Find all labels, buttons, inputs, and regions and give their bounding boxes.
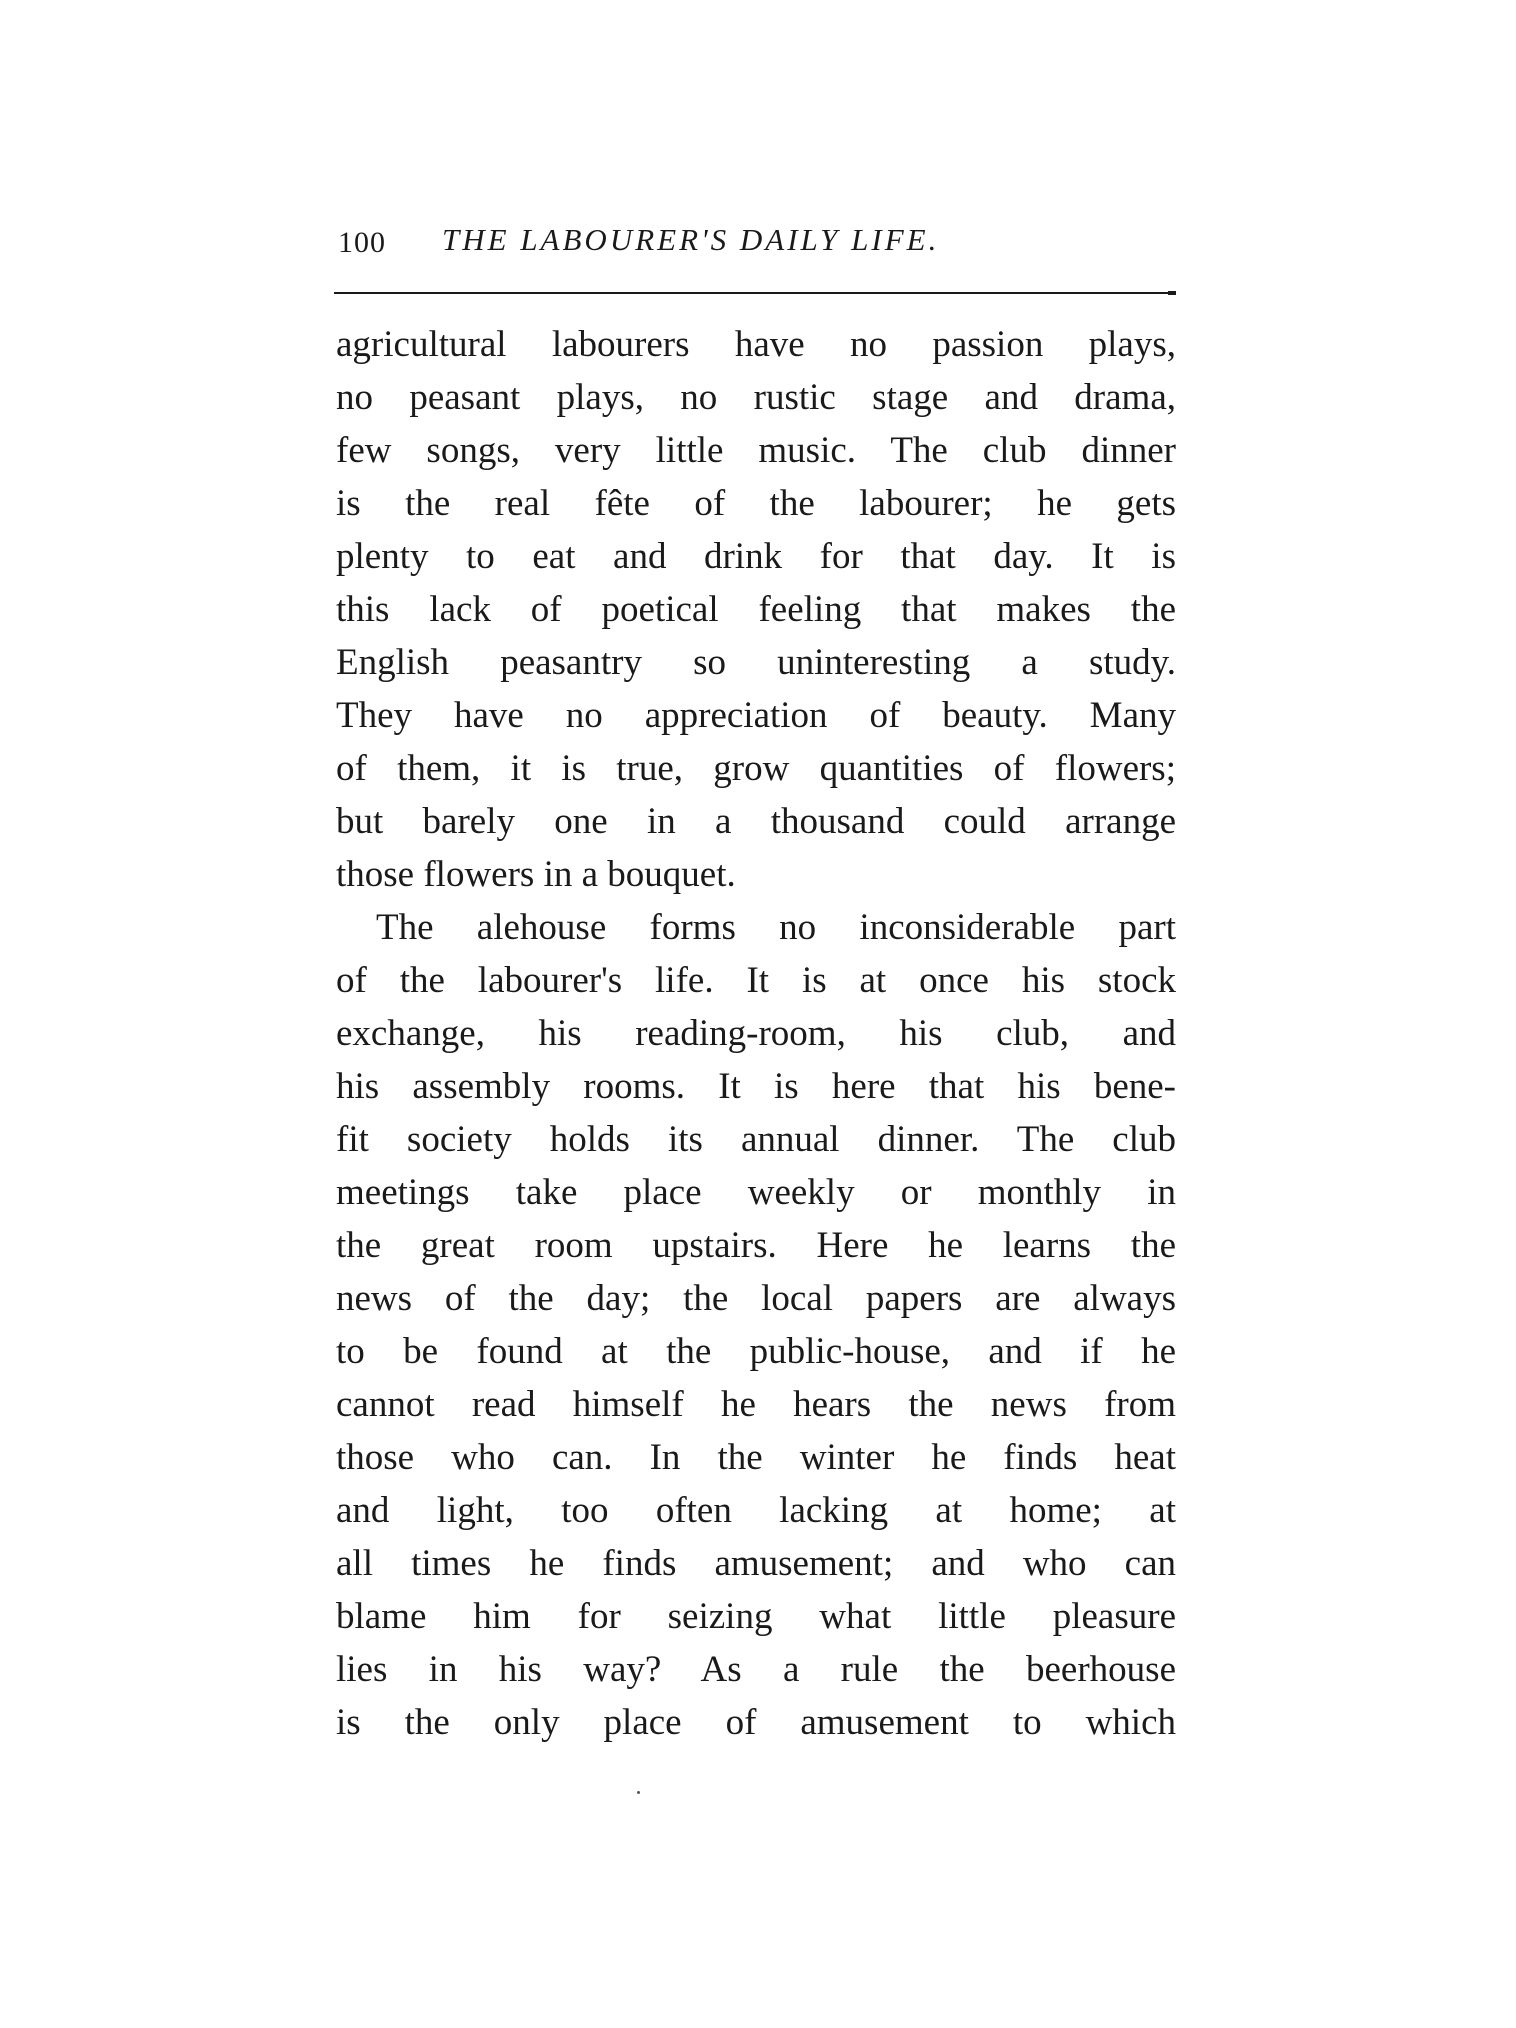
body-text	[336, 318, 1176, 1749]
text-line: is the only place of amusement to which	[336, 1702, 1176, 1743]
text-line: to be found at the public-house, and if he	[336, 1331, 1176, 1372]
text-line: those flowers in a bouquet.	[336, 854, 736, 895]
header-rule-end	[1168, 291, 1176, 295]
header-rule	[334, 292, 1174, 294]
print-speck	[637, 1791, 640, 1794]
text-line: and light, too often lacking at home; at	[336, 1490, 1176, 1531]
text-line: this lack of poetical feeling that makes the	[336, 589, 1176, 630]
text-line: English peasantry so uninteresting a study.	[336, 642, 1176, 683]
text-line: news of the day; the local papers are always	[336, 1278, 1176, 1319]
text-line: is the real fête of the labourer; he gets	[336, 483, 1176, 524]
paragraph-1	[336, 318, 1176, 901]
text-line: his assembly rooms. It is here that his bene-	[336, 1066, 1176, 1107]
text-line: few songs, very little music. The club dinner	[336, 430, 1176, 471]
running-title: THE LABOURER'S DAILY LIFE.	[442, 222, 940, 257]
paragraph-2	[336, 901, 1176, 1749]
text-line: all times he finds amusement; and who can	[336, 1543, 1176, 1584]
text-line: meetings take place weekly or monthly in	[336, 1172, 1176, 1213]
page-header	[338, 222, 1176, 272]
text-line: but barely one in a thousand could arrange	[336, 801, 1176, 842]
text-line: They have no appreciation of beauty. Many	[336, 695, 1176, 736]
text-line: of them, it is true, grow quantities of flowers;	[336, 748, 1176, 789]
text-line: plenty to eat and drink for that day. It is	[336, 536, 1176, 577]
text-line: agricultural labourers have no passion plays,	[336, 324, 1176, 365]
text-line: the great room upstairs. Here he learns the	[336, 1225, 1176, 1266]
text-line: those who can. In the winter he finds heat	[336, 1437, 1176, 1478]
text-line: cannot read himself he hears the news from	[336, 1384, 1176, 1425]
text-line: exchange, his reading-room, his club, and	[336, 1013, 1176, 1054]
text-line: blame him for seizing what little pleasure	[336, 1596, 1176, 1637]
text-line: The alehouse forms no inconsiderable part	[376, 907, 1176, 948]
text-line: no peasant plays, no rustic stage and drama,	[336, 377, 1176, 418]
page-number: 100	[338, 226, 386, 259]
text-line: lies in his way? As a rule the beerhouse	[336, 1649, 1176, 1690]
text-line: of the labourer's life. It is at once his stock	[336, 960, 1176, 1001]
text-line: fit society holds its annual dinner. The club	[336, 1119, 1176, 1160]
